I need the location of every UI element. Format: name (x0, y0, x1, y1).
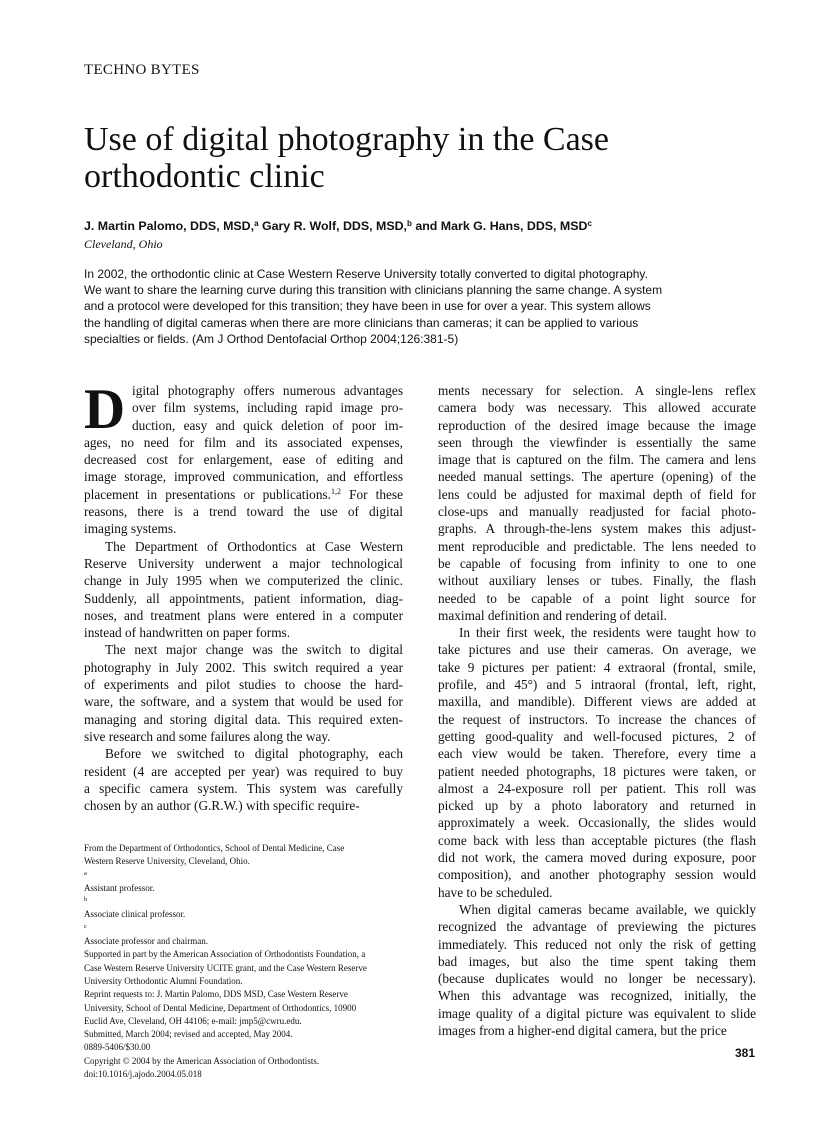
affiliation-text: Associate professor and chairman. (84, 936, 208, 947)
body-line: picked up by a photo laboratory and returned in (438, 798, 756, 814)
body-line: photography in July 2002. This switch required a year (84, 659, 403, 675)
body-line-text: For these (340, 486, 403, 502)
body-line: maximal definition and rendering of detail. (438, 607, 667, 623)
body-line: When this advantage was recognized, initially, the (438, 988, 756, 1004)
body-line: reproduction of the desired image because the image (438, 417, 756, 433)
body-line: resident (4 are accepted per year) was required to buy (84, 763, 403, 779)
body-line: decreased cost for enlargement, ease of editing and (84, 452, 403, 468)
body-line: The next major change was the switch to digital (105, 642, 403, 658)
body-line: duction, easy and quick deletion of poor im- (132, 417, 403, 433)
body-line: image quality of a digital picture was equivalent to slide (438, 1005, 756, 1021)
body-line: getting good-quality and well-focused pictures, 2 of (438, 728, 756, 744)
body-line: be capable of focusing from infinity to one to one (438, 555, 756, 571)
author-1: J. Martin Palomo, DDS, MSD, (84, 219, 255, 233)
abstract (84, 266, 756, 347)
body-line: take pictures and use their cameras. On average, we (438, 642, 756, 658)
body-line: igital photography offers numerous advantages (132, 383, 403, 398)
footnotes (84, 842, 404, 1081)
body-line: without auxiliary lenses or tubes. Finally, the flash (438, 573, 756, 589)
body-line: noses, and treatment plans were entered in a computer (84, 607, 403, 623)
affiliation-text: Assistant professor. (84, 882, 155, 893)
body-line-text: placement in presentations or publications. (84, 486, 331, 502)
body-line: recognized the advantage of previewing the pictures (438, 919, 756, 935)
body-column-left (84, 378, 403, 814)
author-3: and Mark G. Hans, DDS, MSD (411, 219, 588, 233)
abstract-line: specialties or fields. (Am J Orthod Dentofacial Orthop 2004;126:381-5) (84, 331, 459, 346)
footnote-line: Submitted, March 2004; revised and accepted, May 2004. (84, 1029, 293, 1040)
body-line: immediately. This reduced not only the risk of getting (438, 936, 756, 952)
footnote-line: Reprint requests to: J. Martin Palomo, DDS MSD, Case Western Reserve (84, 989, 348, 1000)
footnote-line: Case Western Reserve University UCITE grant, and the Case Western Reserve (84, 962, 367, 973)
body-line: have to be scheduled. (438, 884, 553, 900)
body-line: ages, no need for film and its associated expenses, (84, 434, 403, 450)
section-label: TECHNO BYTES (84, 62, 200, 78)
body-line: imaging systems. (84, 521, 177, 537)
abstract-line: We want to share the learning curve during this transition with clinicians planning the same change. A system (84, 283, 663, 298)
body-line: lens could be adjusted for maximal depth of field for (438, 486, 756, 502)
footnote-line: Euclid Ave, Cleveland, OH 44106; e-mail: jmp5@cwru.edu. (84, 1015, 302, 1026)
page-number: 381 (735, 1046, 756, 1060)
body-line (84, 486, 403, 503)
body-line: instead of handwritten on paper forms. (84, 625, 291, 641)
author-location: Cleveland, Ohio (84, 237, 163, 251)
footnote-line: University Orthodontic Alumni Foundation. (84, 975, 243, 986)
affiliation-text: Associate clinical professor. (84, 909, 186, 920)
affiliation-marker: b (84, 896, 88, 904)
body-line: camera body was necessary. This allowed accurate (438, 400, 756, 416)
body-line: did not work, the camera moved during exposure, poor (438, 850, 756, 866)
author-3-affiliation: c (587, 219, 592, 228)
body-line: images from a higher-end digital camera, but the price (438, 1022, 727, 1038)
footnote-line: Copyright © 2004 by the American Association of Orthodontists. (84, 1055, 320, 1066)
body-line: chosen by an author (G.R.W.) with specific require- (84, 798, 360, 814)
footnote-line: University, School of Dental Medicine, Department of Orthodontics, 10900 (84, 1002, 357, 1013)
body-line: managing and storing digital data. This required exten- (84, 711, 403, 727)
body-line: the request of instructors. To increase the chances of (438, 711, 756, 727)
body-line: over film systems, including rapid image pro- (132, 400, 403, 416)
body-line: The Department of Orthodontics at Case Western (105, 538, 403, 554)
footnote-line: 0889-5406/$30.00 (84, 1042, 151, 1053)
body-line: Reserve University underwent a major technological (84, 555, 403, 571)
body-line: reasons, there is a trend toward the use of digital (84, 504, 403, 520)
body-line: bad images, but also the time spent taking them (438, 953, 756, 969)
body-line: patient needed photographs, 18 pictures were taken, or (438, 763, 756, 779)
body-line: Suddenly, all appointments, patient information, diag- (84, 590, 403, 606)
title-line-1: Use of digital photography in the Case (84, 121, 610, 158)
author-2-affiliation: b (407, 219, 412, 228)
body-line: profile, and 45°) and 5 intraoral (frontal, left, right, (438, 677, 756, 693)
title-line-2: orthodontic clinic (84, 158, 325, 195)
body-line: graphs. A through-the-lens system makes this adjust- (438, 521, 756, 537)
footnote-line: doi:10.1016/j.ajodo.2004.05.018 (84, 1069, 202, 1080)
footnote-line: From the Department of Orthodontics, School of Dental Medicine, Case (84, 843, 345, 853)
body-line: (because duplicates would no longer be necessary). (438, 971, 756, 987)
body-line: Before we switched to digital photography, each (105, 746, 403, 762)
body-line: sive research and some failures along the way. (84, 728, 331, 744)
body-line: In their first week, the residents were taught how to (459, 625, 756, 641)
body-line: come back with less than acceptable pictures (the flash (438, 832, 756, 848)
body-line: a specific camera system. This system was carefully (84, 780, 403, 796)
body-line: needed manual settings. The aperture (opening) of the (438, 469, 756, 485)
footnote-line: Supported in part by the American Association of Orthodontists Foundation, a (84, 949, 366, 960)
affiliation-marker: a (84, 869, 87, 877)
drop-cap: D (84, 378, 126, 441)
body-line: change in July 1995 when we computerized the clinic. (84, 573, 403, 589)
body-line: ment reproducible and predictable. The lens needed to (438, 538, 756, 554)
body-line: each view would be taken. Therefore, every time a (438, 746, 756, 762)
footnote-affiliation (84, 922, 404, 949)
affiliation-marker: c (84, 922, 87, 930)
body-line: composition), and another photography session would (438, 867, 756, 883)
author-2: Gary R. Wolf, DDS, MSD, (258, 219, 407, 233)
article-title (84, 121, 744, 195)
footnote-line: Western Reserve University, Cleveland, Ohio. (84, 856, 250, 867)
body-line: ments necessary for selection. A single-lens reflex (438, 383, 756, 398)
body-line: take 9 pictures per patient: 4 extraoral (frontal, smile, (438, 659, 756, 675)
author-1-affiliation: a (254, 219, 259, 228)
body-line: almost a 24-exposure roll per patient. This roll was (438, 780, 756, 796)
body-line: When digital cameras became available, we quickly (459, 901, 756, 917)
body-line: maxilla, and mandible). Different views are added at (438, 694, 756, 710)
abstract-line: the handling of digital cameras when there are more clinicians than cameras; it can be applied to various (84, 315, 639, 330)
body-line: needed to be capable of a point light source for (438, 590, 756, 606)
citation-ref: 1,2 (330, 486, 341, 496)
footnote-affiliation (84, 869, 404, 896)
abstract-line: In 2002, the orthodontic clinic at Case Western Reserve University totally converted to digital photography. (84, 267, 648, 281)
body-line: approximately a week. Occasionally, the slides would (438, 815, 756, 831)
body-line: close-ups and manually readjusted for facial photo- (438, 504, 756, 520)
footnote-affiliation (84, 895, 404, 922)
body-line: seen through the viewfinder is essentially the same (438, 434, 756, 450)
body-line: image storage, improved communication, and effortless (84, 469, 403, 485)
abstract-line: and a protocol were developed for this transition; they have been in use for over a year. This system allows (84, 299, 651, 314)
body-column-right (438, 382, 756, 1039)
author-list (84, 219, 764, 233)
body-line: of experiments and pilot studies to choose the hard- (84, 677, 403, 693)
body-line: image that is captured on the film. The camera and lens (438, 452, 756, 468)
body-line: ware, the software, and a system that would be used for (84, 694, 403, 710)
